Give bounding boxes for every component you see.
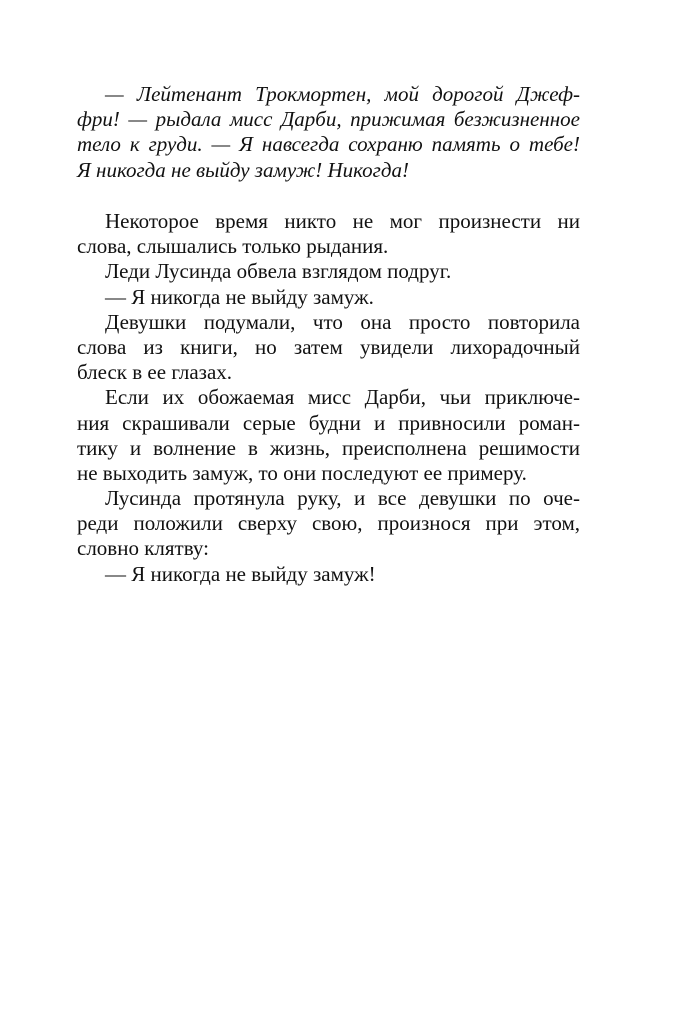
text-line: Некоторое время никто не мог произнести ни xyxy=(105,209,580,233)
text-line: ния скрашивали серые будни и привносили роман- xyxy=(77,410,580,435)
text-line: Леди Лусинда обвела взглядом подруг. xyxy=(105,259,452,284)
text-line: слова, слышались только рыдания. xyxy=(77,234,389,259)
text-line: фри! — рыдала мисс Дарби, прижимая безжизненное xyxy=(77,107,580,132)
text-line: не выходить замуж, то они последуют ее примеру. xyxy=(77,460,527,485)
italic-quote-paragraph xyxy=(77,82,580,183)
main-body-text xyxy=(77,209,580,587)
text-line: Лусинда протянула руку, и все девушки по оче- xyxy=(105,486,580,511)
text-line: реди положили сверху свою, произнося при этом, xyxy=(77,511,580,536)
text-line: — Я никогда не выйду замуж! xyxy=(105,561,376,586)
text-line: Девушки подумали, что она просто повторила xyxy=(105,309,580,334)
text-line: слова из книги, но затем увидели лихорадочный xyxy=(77,334,580,359)
text-line: тику и волнение в жизнь, преисполнена решимости xyxy=(77,435,580,460)
text-line: тело к груди. — Я навсегда сохраню память о тебе! xyxy=(77,132,580,157)
text-line: — Лейтенант Трокмортен, мой дорогой Джеф- xyxy=(105,82,580,106)
text-line: Я никогда не выйду замуж! Никогда! xyxy=(77,157,409,182)
text-line: блеск в ее глазах. xyxy=(77,360,233,385)
text-line: словно клятву: xyxy=(77,536,209,561)
text-line: Если их обожаемая мисс Дарби, чьи приключе- xyxy=(105,385,580,410)
text-line: — Я никогда не выйду замуж. xyxy=(105,284,374,309)
